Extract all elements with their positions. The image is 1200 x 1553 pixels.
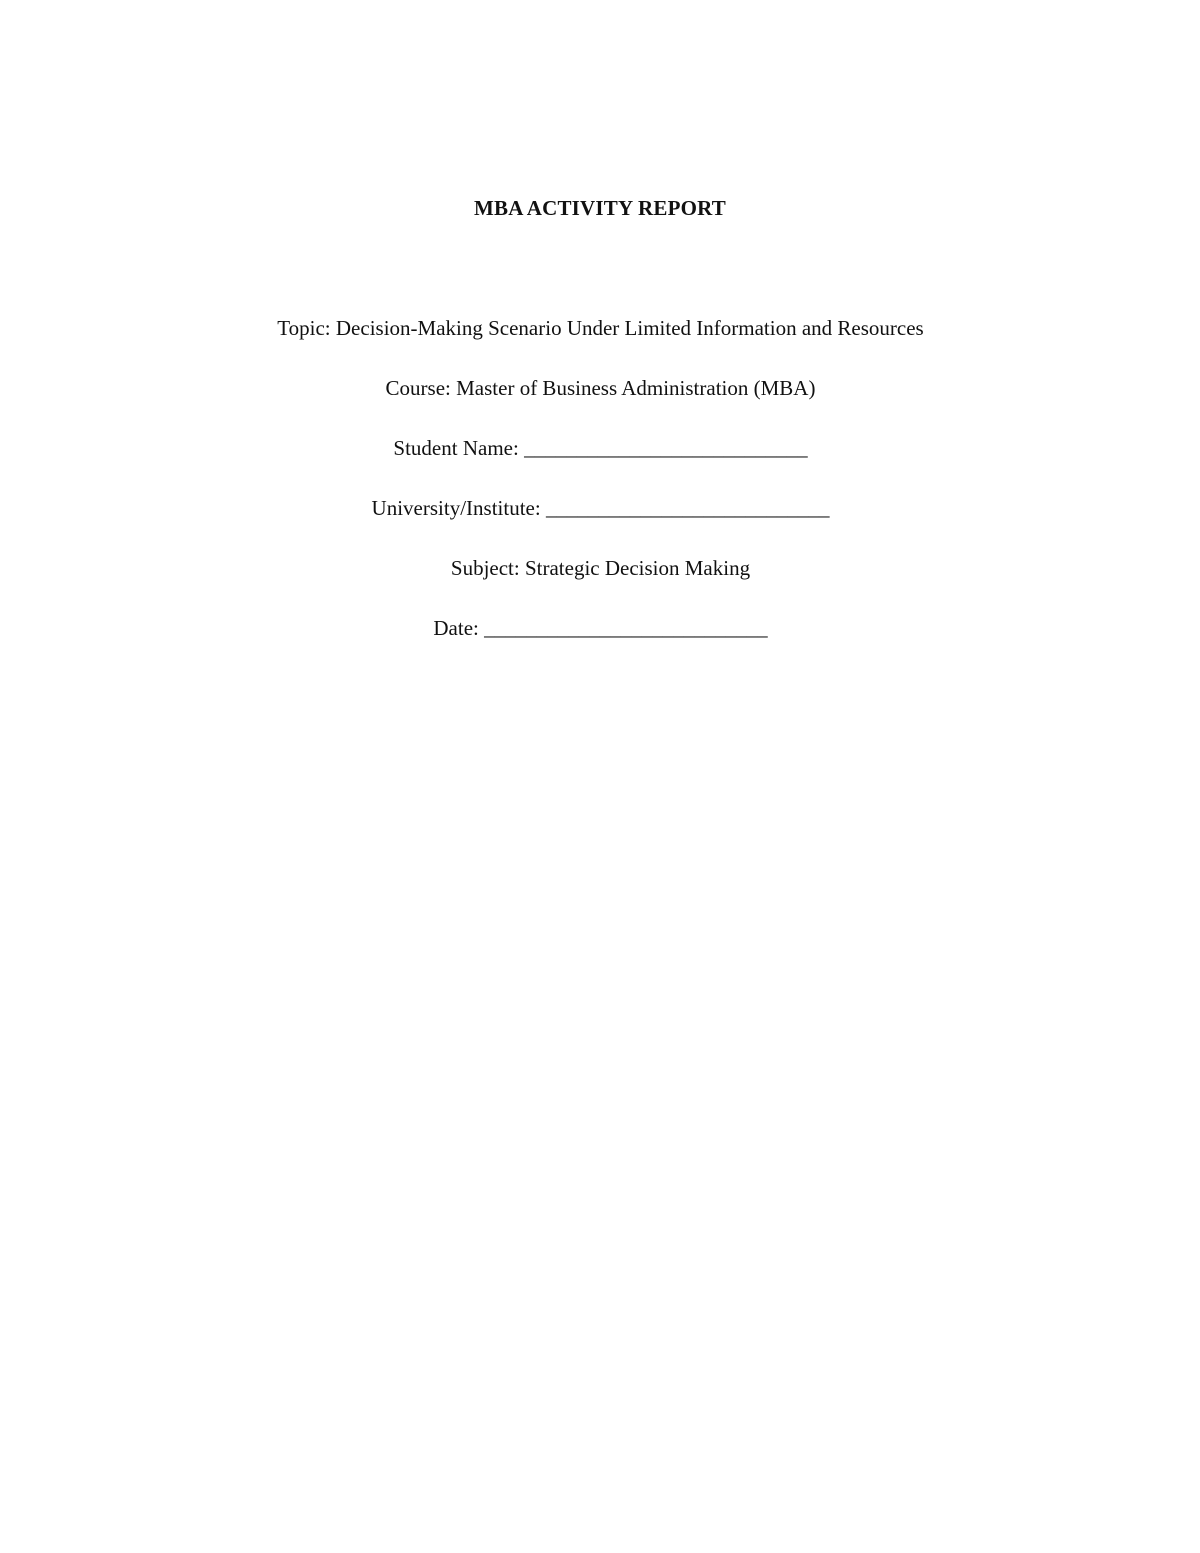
date-line: Date: ___________________________	[433, 616, 768, 640]
topic-line: Topic: Decision-Making Scenario Under Limited Information and Resources	[277, 316, 924, 340]
subject-line: Subject: Strategic Decision Making	[450, 556, 751, 580]
student-name-line: Student Name: ___________________________	[393, 436, 808, 460]
course-line: Course: Master of Business Administration (MBA)	[385, 376, 816, 400]
university-line: University/Institute: ___________________________	[371, 496, 830, 520]
report-title: MBA ACTIVITY REPORT	[474, 196, 726, 220]
